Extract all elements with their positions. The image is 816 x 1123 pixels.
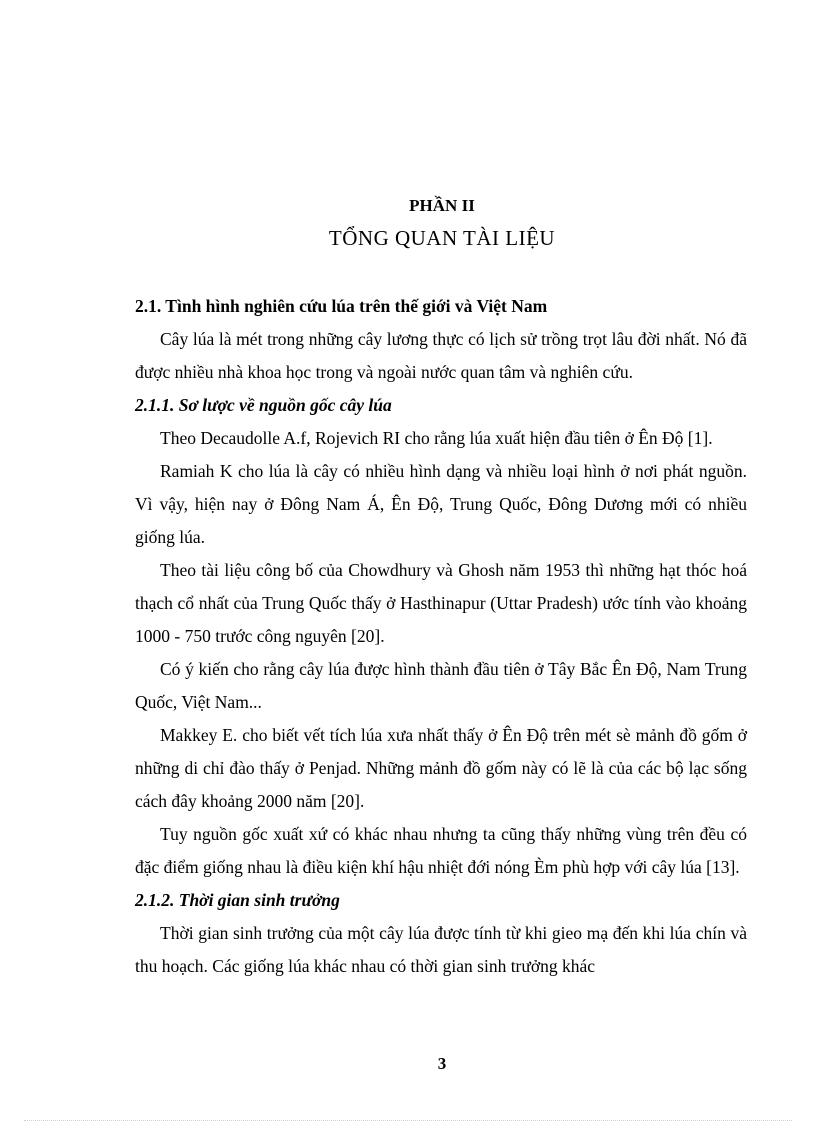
paragraph: Thời gian sinh trưởng của một cây lúa được tính từ khi gieo mạ đến khi lúa chín và thu hoạch. Các giống lúa khác nhau có thời gian sinh trưởng khác [135,923,747,976]
paragraph: Tuy nguồn gốc xuất xứ có khác nhau nhưng ta cũng thấy những vùng trên đều có đặc điểm giống nhau là điều kiện khí hậu nhiệt đới nóng Èm phù hợp với cây lúa [13]. [135,824,747,877]
section-heading-2-1: 2.1. Tình hình nghiên cứu lúa trên thế giới và Việt Nam [135,296,548,316]
paragraph: Ramiah K cho lúa là cây có nhiều hình dạng và nhiều loại hình ở nơi phát nguồn. Vì vậy, hiện nay ở Đông Nam Á, Ên Độ, Trung Quốc, Đông Dương mới có nhiều giống lúa. [135,461,747,547]
paragraph: Theo Decaudolle A.f, Rojevich RI cho rằng lúa xuất hiện đầu tiên ở Ên Độ [1]. [160,428,713,448]
part-label: PHẦN II [409,196,475,215]
paragraph: Có ý kiến cho rằng cây lúa được hình thành đầu tiên ở Tây Bắc Ên Độ, Nam Trung Quốc, Việt Nam... [135,659,747,712]
part-title: TỔNG QUAN TÀI LIỆU [328,226,556,250]
paragraph: Makkey E. cho biết vết tích lúa xưa nhất thấy ở Ên Độ trên mét sè mảnh đồ gốm ở những di chỉ đào thấy ở Penjad. Những mảnh đồ gốm này có lẽ là của các bộ lạc sống cách đây khoảng 2000 năm [20]. [135,725,747,811]
section-heading-2-1-1: 2.1.1. Sơ lược về nguồn gốc cây lúa [135,395,392,415]
section-heading-2-1-2: 2.1.2. Thời gian sinh trưởng [135,890,340,910]
paragraph-intro: Cây lúa là mét trong những cây lương thực có lịch sử trồng trọt lâu đời nhất. Nó đã được nhiều nhà khoa học trong và ngoài nước quan tâm và nghiên cứu. [135,329,747,382]
page-number: 3 [437,1054,447,1073]
document-body [135,290,747,983]
paragraph: Theo tài liệu công bố của Chowdhury và Ghosh năm 1953 thì những hạt thóc hoá thạch cổ nhất của Trung Quốc thấy ở Hasthinapur (Uttar Pradesh) ước tính vào khoảng 1000 - 750 trước công nguyên [20]. [135,560,747,646]
page-bottom-divider [24,1120,792,1121]
